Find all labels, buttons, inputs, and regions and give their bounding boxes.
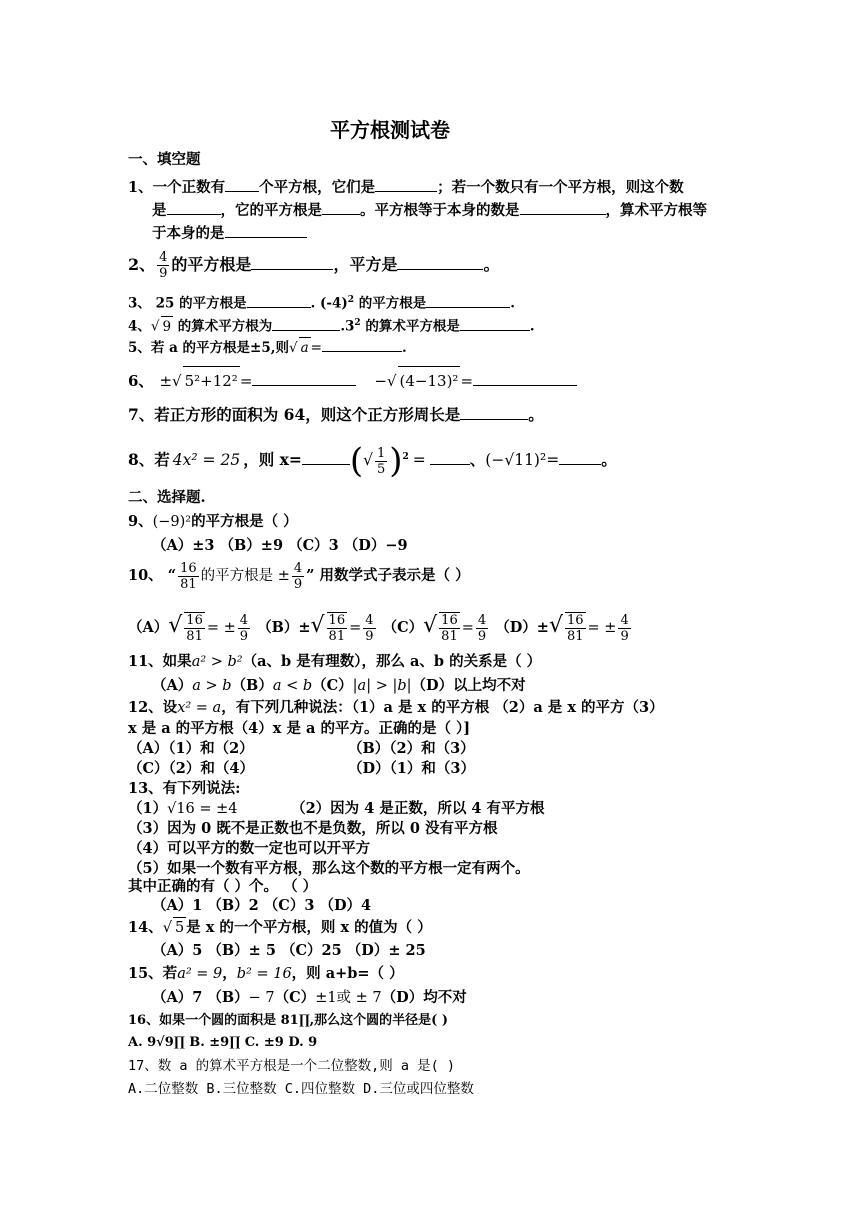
section-multiple-choice: 二、选择题. — [128, 489, 206, 506]
answer-blank[interactable] — [397, 254, 483, 270]
fraction: $\frac{16}{81}$ — [180, 560, 197, 592]
question-13-options: （A）1 （B）2 （C）3 （D）4 — [152, 897, 372, 914]
answer-blank[interactable] — [302, 449, 350, 465]
question-10: 10、 “ $\frac{16}{81}$ 的平方根是 ± $\frac{4}{9}$ ” 用数学式子表示是（ ） — [128, 560, 470, 592]
answer-blank[interactable] — [251, 254, 333, 270]
answer-blank[interactable] — [225, 176, 259, 192]
answer-blank[interactable] — [559, 449, 601, 465]
answer-blank[interactable] — [520, 199, 606, 215]
answer-blank[interactable] — [473, 370, 577, 386]
question-11-options: （A）a > b（B）a < b（C）|a| > |b|（D）以上均不对 — [152, 677, 526, 694]
question-6: 6、 ±√ 5²+12² = −√ (4−13)² = — [128, 366, 577, 395]
radicand: 5 — [173, 917, 186, 938]
radicand: (4−13)² — [398, 366, 461, 395]
question-17-options: A.二位整数 B.三位整数 C.四位整数 D.三位或四位整数 — [128, 1081, 474, 1097]
answer-blank[interactable] — [375, 176, 437, 192]
question-9: 9、(−9)²的平方根是（ ） — [128, 513, 298, 530]
radicand: 5²+12² — [183, 366, 240, 395]
question-12-options-2: （C）（2）和（4） （D）（1）和（3） — [128, 760, 476, 777]
answer-blank[interactable] — [460, 315, 530, 331]
question-13-statement-3: （3）因为 0 既不是正数也不是负数，所以 0 没有平方根 — [128, 820, 498, 837]
question-17: 17、数 a 的算术平方根是一个二位整数,则 a 是( ) — [128, 1058, 456, 1074]
answer-blank[interactable] — [426, 292, 510, 308]
question-9-options: （A）±3 （B）±9 （C）3 （D）−9 — [152, 537, 408, 554]
section-fill-blank: 一、填空题 — [128, 151, 201, 168]
answer-blank[interactable] — [247, 292, 311, 308]
page-title: 平方根测试卷 — [330, 118, 450, 142]
radicand: 9 — [161, 316, 174, 337]
question-16-options: A. 9√9∏ B. ±9∏ C. ±9 D. 9 — [128, 1035, 318, 1050]
question-4: 4、√ 9 的算术平方根为 $.3^2$ 的算术平方根是 . — [128, 313, 535, 337]
question-14: 14、√ 5 是 x 的一个平方根，则 x 的值为（ ） — [128, 919, 432, 936]
question-3: 3、 25 的平方根是 . $(-4)^2$ 的平方根是 . — [128, 290, 515, 314]
fraction: $\frac{4}{9}$ — [159, 250, 168, 281]
question-13-statement-4: （4）可以平方的数一定也可以开平方 — [128, 840, 371, 857]
question-13: 13、有下列说法: — [128, 780, 241, 797]
question-12-line-1: 12、设x² = a，有下列几种说法：（1）a 是 x 的平方根 （2）a 是 x 的平方（3） — [128, 699, 664, 716]
question-1-line-2: 是 ，它的平方根是 。平方根等于本身的数是 ，算术平方根等 — [152, 199, 707, 221]
question-13-prompt: 其中正确的有（ ）个。 （ ） — [128, 878, 318, 895]
question-15-options: （A）7 （B）− 7（C）±1或 ± 7（D）均不对 — [152, 989, 467, 1006]
question-11: 11、如果a² > b²（a、b 是有理数），那么 a、b 的关系是（ ） — [128, 653, 542, 670]
question-13-statement-1-2: （1）√16 = ±4 （2）因为 4 是正数，所以 4 有平方根 — [128, 800, 545, 817]
answer-blank[interactable] — [460, 404, 528, 420]
fraction: $\frac{1}{5}$ — [376, 445, 386, 477]
fraction: $\frac{4}{9}$ — [293, 560, 303, 592]
question-16: 16、如果一个圆的面积是 81∏,那么这个圆的半径是( ) — [128, 1013, 449, 1028]
answer-blank[interactable] — [252, 370, 356, 386]
question-1-line-1: 1、一个正数有 个平方根，它们是 ；若一个数只有一个平方根，则这个数 — [128, 176, 684, 198]
answer-blank[interactable] — [430, 449, 470, 465]
question-15: 15、若a² = 9，b² = 16，则 a+b=（ ） — [128, 965, 404, 982]
question-7: 7、若正方形的面积为 64，则这个正方形周长是 。 — [128, 405, 544, 424]
answer-blank[interactable] — [225, 222, 307, 238]
answer-blank[interactable] — [322, 199, 360, 215]
question-14-options: （A）5 （B）± 5 （C）25 （D）± 25 — [152, 942, 426, 959]
question-5: 5、若 a 的平方根是±5,则√ a = . — [128, 336, 407, 358]
radicand: a — [299, 337, 311, 358]
answer-blank[interactable] — [272, 315, 340, 331]
question-13-statement-5: （5）如果一个数有平方根，那么这个数的平方根一定有两个。 — [128, 860, 530, 877]
question-8: 8、若 4x² = 25 ，则 x= (√ $\frac{1}{5}$ )$^2$ = 、(−√11)²= 。 — [128, 441, 617, 482]
question-10-options: （A）√ $\frac{16}{81}$ = ± $\frac{4}{9}$ （B）±√ $\frac{16}{81}$ = $\frac{4}{9}$ （C）√ $\frac{16}{81}$ = $\frac{4}{9}$ （D）±√ $\frac{16}{81}$ = ± $\frac{4}{9}$ — [128, 612, 629, 644]
question-2: 2、 $\frac{4}{9}$ 的平方根是 ，平方是 。 — [128, 250, 500, 281]
question-12-options-1: （A）（1）和（2） （B）（2）和（3） — [128, 740, 475, 757]
answer-blank[interactable] — [167, 199, 221, 215]
question-12-line-2: x 是 a 的平方根（4）x 是 a 的平方。正确的是（ ）] — [128, 720, 471, 737]
question-1-line-3: 于本身的是 — [152, 222, 307, 244]
answer-blank[interactable] — [322, 336, 402, 352]
